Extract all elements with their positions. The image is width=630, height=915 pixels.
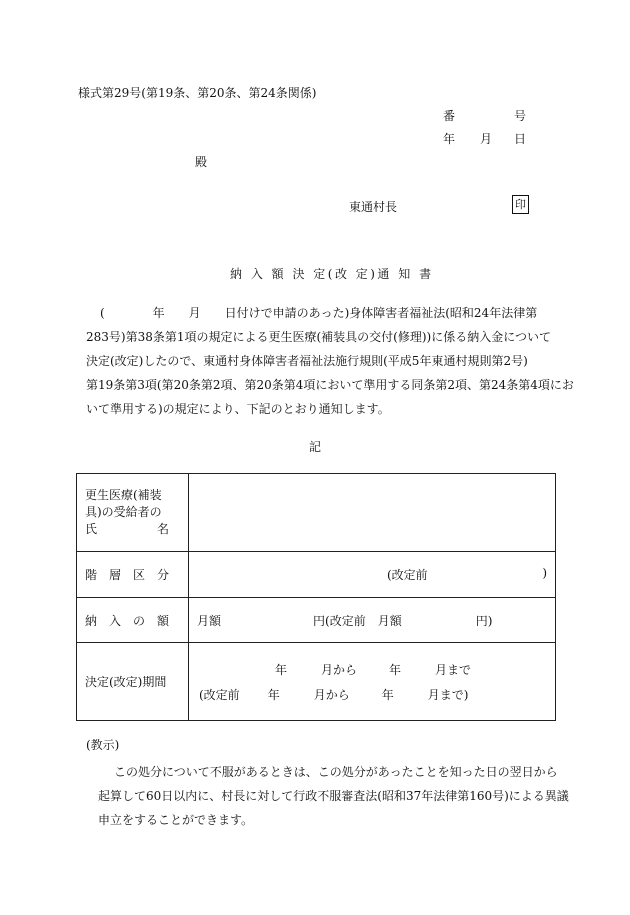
recipient-label <box>77 474 189 552</box>
period-from-label: 月から <box>313 687 350 702</box>
period-until-label: 月まで <box>435 662 472 677</box>
recipient-label-line: 更生医療(補装 <box>85 488 162 502</box>
amount-monthly-label: 月額 <box>197 613 222 628</box>
class-label: 階 層 区 分 <box>77 552 189 598</box>
notice-line: 申立をすることができます。 <box>98 813 254 827</box>
period-year-label: 年 <box>275 662 288 677</box>
period-from-label: 月から <box>321 662 358 677</box>
form-number: 様式第29号(第19条、第20条、第24条関係) <box>78 86 317 100</box>
document-title: 納 入 額 決 定(改 定)通 知 書 <box>230 267 434 281</box>
period-value-cell[interactable] <box>189 643 556 721</box>
recipient-label-line: 具)の受給者の <box>85 505 162 519</box>
seal-mark: 印 <box>512 195 529 214</box>
recipient-label-line: 氏 名 <box>85 522 170 536</box>
notice-line: 起算して60日以内に、村長に対して行政不服審査法(昭和37年法律第160号)による異議 <box>98 789 569 803</box>
number-label: 番 <box>443 109 456 123</box>
body-paragraph <box>86 301 574 421</box>
period-year-label: 年 <box>267 687 280 702</box>
notice-paragraph <box>86 760 569 832</box>
period-label: 決定(改定)期間 <box>77 643 189 721</box>
amount-before-label: 円(改定前 月額 <box>313 613 402 628</box>
period-until-before-label: 月まで) <box>427 687 469 702</box>
body-line: 決定(改定)したので、東通村身体障害者福祉法施行規則(平成5年東通村規則第2号) <box>86 354 528 368</box>
table-row <box>77 643 556 721</box>
amount-label: 納 入 の 額 <box>77 598 189 643</box>
period-year2-label: 年 <box>381 687 394 702</box>
recipient-name-cell[interactable] <box>189 474 556 552</box>
date-year-label: 年 <box>443 132 456 146</box>
period-year2-label: 年 <box>389 662 402 677</box>
table-row <box>77 474 556 552</box>
notice-label: (教示) <box>86 738 120 752</box>
details-table <box>76 473 556 721</box>
class-before-label: (改定前 <box>387 568 428 582</box>
number-suffix: 号 <box>514 109 527 123</box>
ki-heading: 記 <box>309 440 322 454</box>
table-row <box>77 552 556 598</box>
class-before-close: ) <box>542 566 547 580</box>
table-row <box>77 598 556 643</box>
amount-value-cell[interactable] <box>189 598 556 643</box>
date-day-label: 日 <box>514 132 527 146</box>
notice-line: この処分について不服があるときは、この処分があったことを知った日の翌日から <box>114 765 558 779</box>
body-line: 第19条第3項(第20条第2項、第20条第4項において準用する同条第2項、第24条第4項にお <box>86 378 574 392</box>
addressee-suffix: 殿 <box>195 155 208 169</box>
class-value-cell[interactable] <box>189 552 556 598</box>
amount-before-close: 円) <box>475 613 493 628</box>
body-line: いて準用する)の規定により、下記のとおり通知します。 <box>86 402 390 416</box>
period-before-label: (改定前 <box>199 687 240 702</box>
body-line: ( 年 月 日付けで申請のあった)身体障害者福祉法(昭和24年法律第 <box>100 306 538 320</box>
issuer-name: 東通村長 <box>349 200 398 214</box>
body-line: 283号)第38条第1項の規定による更生医療(補装具の交付(修理))に係る納入金について <box>86 330 551 344</box>
date-month-label: 月 <box>480 132 493 146</box>
